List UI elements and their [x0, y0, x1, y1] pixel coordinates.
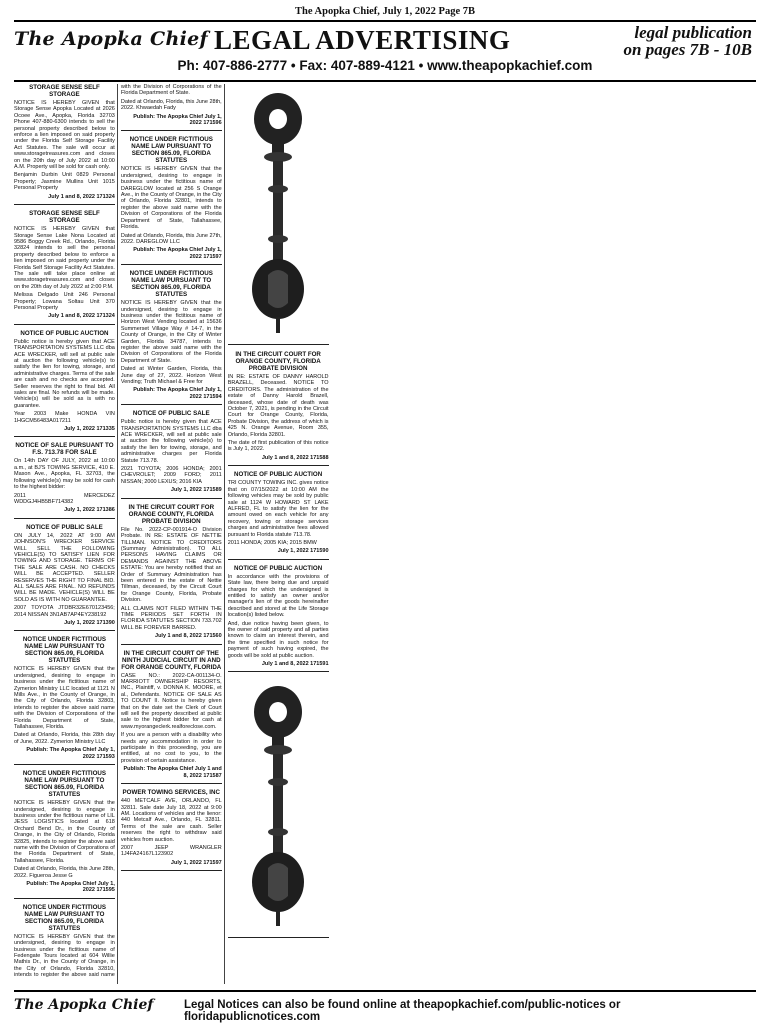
legal-notice	[121, 136, 222, 265]
notice-body: NOTICE IS HEREBY GIVEN that the undersigned, desiring to engage in business under the fictitious name of Fedengate Tours located at 604 Willie Mathis Dr., in the County of Orange, in the City of Orlando, Florida 32810, intends to register the above said name with the Division of Corporations of the Florida Department of State.	[14, 84, 222, 979]
notice-title: STORAGE SENSE SELF STORAGE	[29, 84, 100, 98]
legal-notice	[228, 565, 329, 673]
legal-notice	[121, 270, 222, 405]
publication-label-line2: on pages 7B - 10B	[623, 40, 752, 59]
notice-ref: July 1, 2022 171390	[64, 620, 115, 626]
masthead-logo[interactable]: The Apopka Chief	[14, 28, 208, 50]
notice-extra: And, due notice having been given, to the owner of said property and all parties known to claim an interest therein, and the time specified in such notice for payment of such having expired, the goods will be sold at public auction.	[227, 620, 329, 659]
legal-notice	[121, 789, 222, 871]
notice-title: NOTICE UNDER FICTITIOUS NAME LAW PURSUANT TO SECTION 865.09, FLORIDA STATUTES	[129, 270, 213, 299]
notice-extra: Dated at Orlando, Florida, this June 27th, 2022. DAREGLOW LLC	[120, 232, 222, 245]
notice-ref: Publish: The Apopka Chief July 1, 2022 171595	[26, 880, 115, 894]
notice-ref: Publish: The Apopka Chief July 1, 2022 171596	[133, 113, 222, 127]
notice-extra: Dated at Orlando, Florida, this June 28th, 2022. Khwaedah Fady	[120, 98, 222, 112]
notice-body: Public notice is hereby given that ACE TRANSPORTATION SYSTEMS LLC dba ACE WRECKER, will sell at public sale at auction the following vehicle(s) to satisfy the lien for towing, storage, and administrative charges. Terms of the sale are cash and no checks are accepted. Seller reserves the right to final bid. All sales are final. No refunds will be made. Vehicle(s) will be sold as is with no guarantee.	[14, 338, 115, 409]
notice-title: NOTICE UNDER FICTITIOUS NAME LAW PURSUANT TO SECTION 865.09, FLORIDA STATUTES	[22, 903, 107, 932]
notice-extra: ALL CLAIMS NOT FILED WITHIN THE TIME PERIODS SET FORTH IN FLORIDA STATUTES SECTION 733.702 WILL BE FOREVER BARRED.	[120, 605, 222, 631]
notice-ref: July 1, 2022 171335	[64, 426, 115, 433]
contact-bar[interactable]: Ph: 407-886-2777 • Fax: 407-889-4121 • www.theapopkachief.com	[177, 58, 593, 73]
notice-extra: Melissa Delgado Unit 246 Personal Property; Lowana Soltau Unit 370 Personal Property	[14, 292, 115, 311]
notice-extra: Dated at Winter Garden, Florida, this June day of 27, 2022. Horizon West Vending; Truth Michael & Free for	[120, 366, 222, 385]
notice-extra: 2007 JEEP WRANGLER 1J4FA24167L123902	[120, 844, 222, 858]
notice-title: NOTICE UNDER FICTITIOUS NAME LAW PURSUANT TO SECTION 865.09, FLORIDA STATUTES	[129, 136, 213, 165]
notice-ref: July 1, 2022 171597	[170, 859, 222, 866]
notice-title: STORAGE SENSE SELF STORAGE	[29, 210, 100, 225]
notice-body: NOTICE IS HEREBY GIVEN that the undersigned, desiring to engage in business under the fictitious name of LIL JESS LOGISTICS located at 618 Orchard Bend Dr., in the County of Orange, in the City of Orlando, Florida 32825, intends to register the above said name with the Division of Corporations of the Florida Department of State, Tallahassee, Florida.	[14, 800, 115, 864]
notice-ref: July 1 and 8, 2022 171324	[48, 313, 115, 320]
notice-extra: 2007 TOYOTA JTDBR32E670123456; 2014 NISSAN 3N1AB7AP4EY238192	[14, 605, 115, 618]
footer-logo[interactable]: The Apopka Chief	[14, 997, 154, 1013]
notice-title: NOTICE UNDER FICTITIOUS NAME LAW PURSUANT TO SECTION 865.09, FLORIDA STATUTES	[22, 770, 107, 799]
notice-ref: July 1 and 8, 2022 171560	[155, 633, 222, 640]
notice-body: NOTICE IS HEREBY GIVEN that the undersigned, desiring to engage in business under the fictitious name of Horizon West Vending located at 15636 Summerset Village Way # 14-7, in the County of Orange, in the City of Winter Garden, Florida 34787, intends to register the above said name with the Division of Corporations of the Florida Department of State.	[120, 300, 222, 364]
key-illustration	[228, 84, 329, 345]
legal-notices-columns	[14, 84, 756, 984]
notice-body: CASE NO.: 2022-CA-001134-O. MARRIOTT OWNERSHIP RESORTS, INC., Plaintiff, v. DONNA K. MOORE, et al., Defendants. NOTICE OF SALE AS TO COUNT II. Notice is hereby given that on the date set the Clerk of Court will sell the property described at public sale to the highest bidder for cash at www.myorangeclerk.realforeclose.com.	[120, 672, 222, 730]
notice-ref: July 1, 2022 171589	[170, 487, 222, 494]
legal-notice	[121, 650, 222, 785]
legal-notice	[14, 770, 115, 899]
notice-body: In accordance with the provisions of State law, there being due and unpaid charges for which the undersigned is entitled to satisfy an owner and/or manager's lien of the goods hereinafter described and stored at the Life Storage location(s) listed below.	[227, 573, 329, 619]
legal-notice	[14, 330, 115, 438]
notice-extra: 2021 TOYOTA; 2006 HONDA; 2001 CHEVROLET; 2009 FORD; 2011 NISSAN; 2000 LEXUS; 2016 KIA	[120, 466, 222, 485]
notice-body: Public notice is hereby given that ACE TRANSPORTATION SYSTEMS LLC dba ACE WRECKER, will sell at public sale at auction the following vehicle(s) to satisfy the lien for towing, storage, and administrative charges per Florida Statute 713.78.	[120, 419, 222, 464]
notice-body: NOTICE IS HEREBY GIVEN that the undersigned, desiring to engage in business under the fictitious name of Zymerion Ministry LLC located at 1121 N Mills Ave., in the County of Orange, in the City of Orlando, Florida 32803, intends to register the above said name with the Division of Corporations of the Florida Department of State, Tallahassee, Florida.	[14, 666, 115, 731]
masthead	[14, 20, 756, 82]
notice-title: POWER TOWING SERVICES, INC	[122, 789, 220, 797]
notice-ref: July 1, 2022 171590	[277, 548, 329, 555]
legal-notice	[14, 210, 115, 325]
legal-notice	[14, 442, 115, 518]
notice-extra: The date of first publication of this notice is July 1, 2022.	[227, 440, 329, 453]
notice-ref: July 1 and 8, 2022 171588	[261, 454, 329, 461]
notice-title: NOTICE OF PUBLIC AUCTION	[234, 564, 323, 572]
publication-label-line1: legal publication	[634, 23, 752, 42]
legal-notice	[228, 351, 329, 466]
section-title: LEGAL ADVERTISING	[214, 25, 511, 55]
legal-notice	[121, 504, 222, 645]
notice-title: NOTICE UNDER FICTITIOUS NAME LAW PURSUANT TO SECTION 865.09, FLORIDA STATUTES	[22, 636, 107, 665]
notice-body: On 14th DAY OF JULY, 2022 at 10:00 a.m., at BJ'S TOWING SERVICE, 410 E. Mason Ave., Apopka, FL 32703, the following vehicle(s) may be sold for cash to the highest bidder:	[14, 458, 115, 491]
legal-notice	[14, 84, 115, 205]
publication-label	[624, 24, 752, 58]
notice-body: NOTICE IS HEREBY GIVEN that Storage Sense Lake Nona Located at 9586 Boggy Creek Rd., Orlando, Florida 32824 intends to sell the personal property described below to enforce a lien imposed on said property under the Florida Self Storage Facility Act Statutes. The sale will take place online at www.storagetreasures.com and closes on the 20th day of July 2022 at 2:00 P.M.	[14, 226, 115, 290]
footer	[14, 990, 756, 1023]
notice-extra: Benjamin Durbin Unit 0829 Personal Property; Jasmine Mullins Unit 1015 Personal Property	[14, 172, 115, 192]
notice-extra: If you are a person with a disability who needs any accommodation in order to participate in this proceeding, you are entitled, at no cost to you, to the provision of certain assistance.	[120, 732, 222, 764]
notice-extra: Dated at Orlando, Florida, this 28th day of June, 2022. Zymerion Ministry LLC	[14, 732, 115, 745]
notice-extra: Dated at Orlando, Florida, this June 28th, 2022. Figueroa Jesse G	[14, 866, 115, 879]
footer-notice-link[interactable]: Legal Notices can also be found online at theapopkachief.com/public-notices or floridapublicnotices.com	[184, 999, 621, 1023]
legal-notice	[121, 410, 222, 498]
notice-ref: Publish: The Apopka Chief July 1, 2022 171597	[133, 247, 222, 260]
notice-ref: July 1 and 8, 2022 171324	[48, 193, 115, 200]
notice-title: IN THE CIRCUIT COURT OF THE NINTH JUDICIAL CIRCUIT IN AND FOR ORANGE COUNTY, FLORIDA	[121, 649, 222, 671]
legal-notice	[228, 471, 329, 559]
notice-title: IN THE CIRCUIT COURT FOR ORANGE COUNTY, FLORIDA PROBATE DIVISION	[128, 503, 215, 525]
notice-ref: Publish: The Apopka Chief July 1, 2022 171594	[133, 387, 222, 400]
notice-ref: Publish: The Apopka Chief July 1 and 8, 2022 171587	[123, 766, 222, 779]
page-header: The Apopka Chief, July 1, 2022 Page 7B	[295, 6, 475, 17]
notice-extra: 2011 HONDA; 2005 KIA; 2015 BMW	[227, 539, 317, 546]
notice-body: IN RE: ESTATE OF DANNY HAROLD BRAZELL, Deceased. NOTICE TO CREDITORS. The administration of the estate of Danny Harold Brazell, deceased, whose date of death was October 7, 2021, is pending in the Circuit Court for Orange County, Florida, Probate Division, the address of which is 425 N. Orange Avenue, Room 355, Orlando, Florida 32801.	[227, 374, 329, 438]
notice-title: NOTICE OF SALE PURSUANT TO F.S. 713.78 FOR SALE	[15, 442, 114, 457]
notice-ref: July 1 and 8, 2022 171591	[261, 661, 329, 668]
notice-extra: Year 2003 Make HONDA VIN 1HGCM56483A017211	[14, 411, 115, 424]
notice-title: NOTICE OF PUBLIC SALE	[132, 410, 210, 418]
notice-body: ON JULY 14, 2022 AT 9:00 AM JOHNSON'S WRECKER SERVICE WILL SELL THE FOLLOWING VEHICLE(S) TO SATISFY LIEN FOR TOWING AND STORAGE. TERMS OF THE SALE ARE CASH. NO CHECKS WILL BE ACCEPTED. SELLER RESERVES THE RIGHT TO FINAL BID. ALL SALES ARE FINAL. NO REFUNDS WILL BE MADE. VEHICLE(S) WILL BE SOLD AS IS WITH NO GUARANTEE.	[14, 532, 115, 603]
notice-body: NOTICE IS HEREBY GIVEN that the undersigned, desiring to engage in business under the fictitious name of DAREGLOW located at 256 S Orange Ave., in the County of Orange, in the City of Orlando, Florida 32801, intends to register the above said name with the Division of Corporations of the Florida Department of State, Tallahassee, Florida.	[120, 166, 222, 231]
notice-body: NOTICE IS HEREBY GIVEN that Storage Sense Apopka Located at 2026 Ocoee Ave., Apopka, Florida 32703 Phone 407-880-6300 intends to sell the personal property described below to enforce a lien imposed on said property under the Florida Self Storage Facility Act Statutes. The sale will occur at www.storagetreasures.com and closes on the 20th day of July 2022 at 10:00 A.M. Property will be sold for cash only.	[14, 100, 115, 171]
notice-title: NOTICE OF PUBLIC AUCTION	[20, 329, 109, 337]
notice-body: 440 METCALF AVE, ORLANDO, FL 32811. Sale date July 18, 2022 at 9:00 AM. Locations of vehicles and the lienor: 440 Metcalf Ave., Orlando, FL 32811. Terms of the sale are cash. Seller reserves the right to withdraw said vehicles from auction.	[120, 798, 222, 843]
notice-extra: 2011 MERCEDEZ WDDGJ4HB5BF714382	[14, 492, 115, 505]
notice-title: NOTICE OF PUBLIC SALE	[26, 523, 103, 531]
key-icon	[233, 682, 323, 932]
legal-notice	[14, 636, 115, 765]
notice-title: NOTICE OF PUBLIC AUCTION	[234, 471, 323, 479]
notice-ref: Publish: The Apopka Chief July 1, 2022 171593	[26, 747, 115, 760]
notice-body: File No. 2022-CP-001914-O Division Probate. IN RE: ESTATE OF NETTIE TILLMAN. NOTICE TO CREDITORS (Summary Administration). TO ALL PERSONS HAVING CLAIMS OR DEMANDS AGAINST THE ABOVE ESTATE: You are hereby notified that an Order of Summary Administration has been entered in the estate of Nettie Tillman, deceased, by the Circuit Court for Orange County, Florida, Probate Division.	[120, 526, 222, 604]
legal-notice	[14, 524, 115, 632]
key-illustration	[228, 677, 329, 938]
notice-ref: July 1, 2022 171386	[64, 507, 115, 514]
notice-title: IN THE CIRCUIT COURT FOR ORANGE COUNTY, FLORIDA PROBATE DIVISION	[235, 351, 321, 372]
notice-body: TRI COUNTY TOWING INC. gives notice that on 07/15/2022 at 10:00 AM the following vehicles may be sold by public sale at 1124 W HOWARD ST LAKE ALFRED, FL to satisfy the lien for the amount owed on each vehicle for any recovery, towing or storage services charges and administrative fees allowed pursuant to Florida statute 713.78.	[227, 480, 329, 538]
key-icon	[233, 89, 323, 339]
